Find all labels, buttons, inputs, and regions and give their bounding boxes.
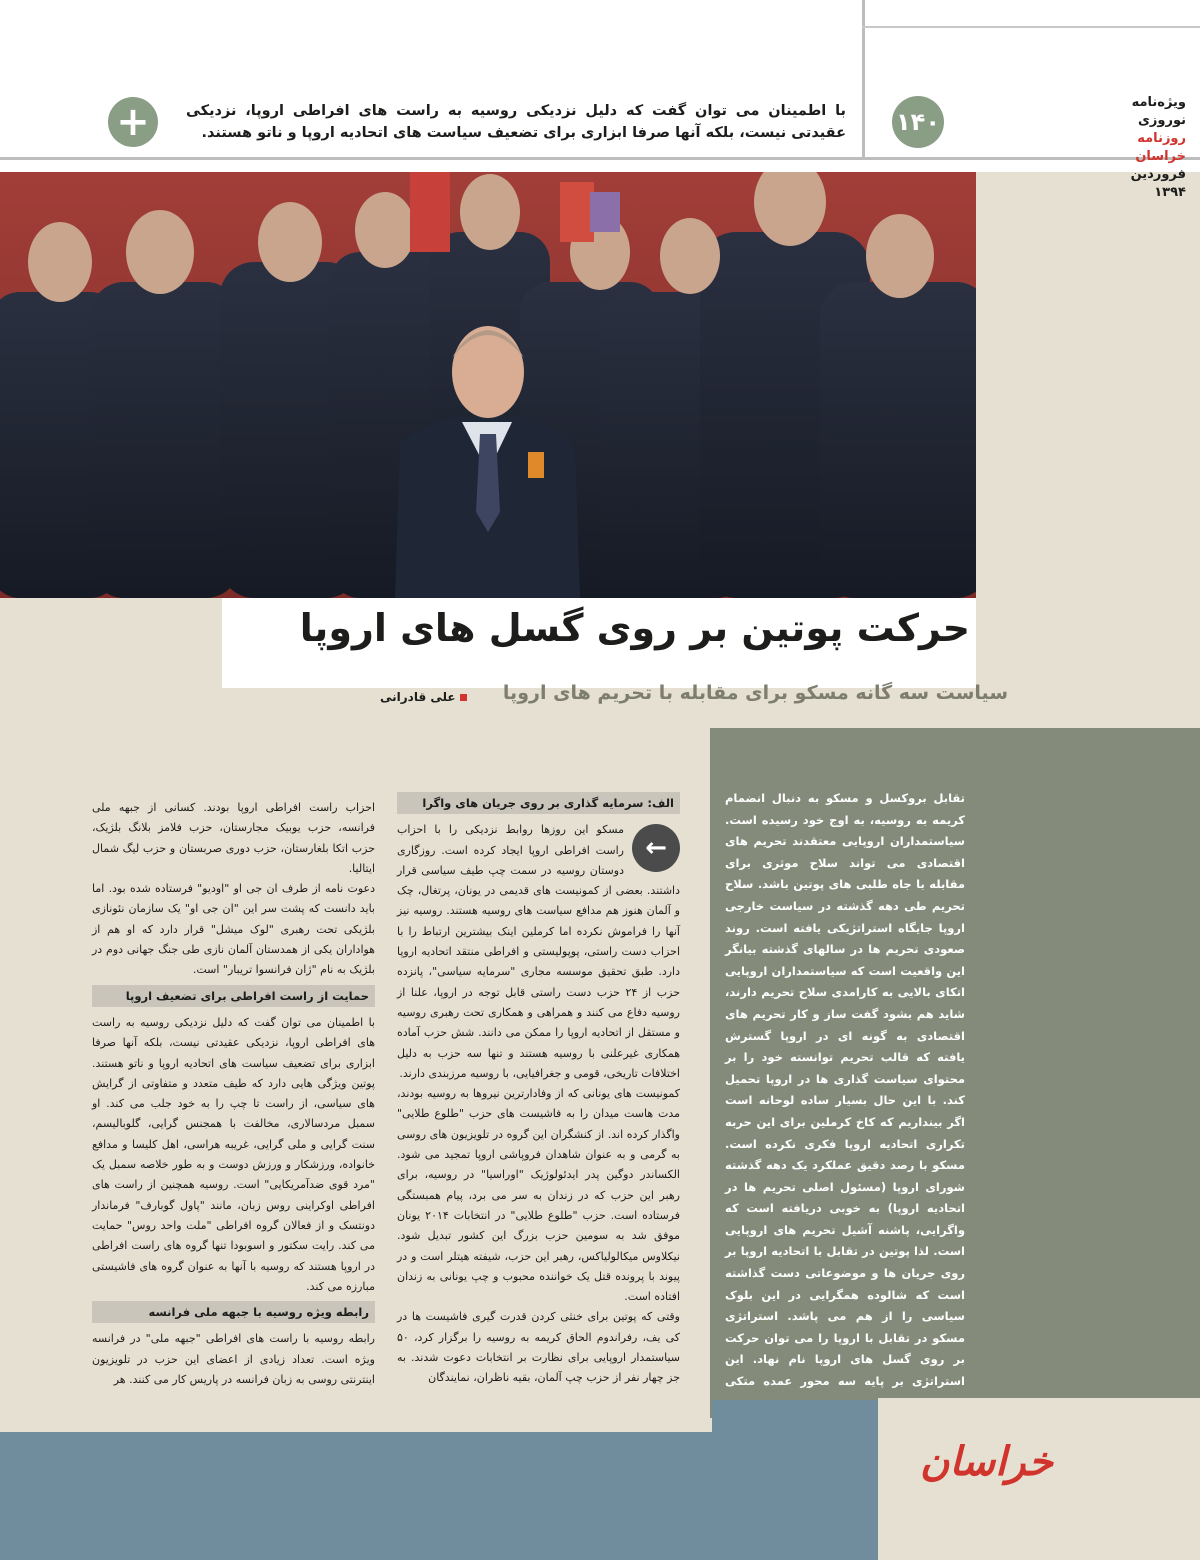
photo-illustration (0, 172, 976, 598)
issue-info (946, 94, 1186, 202)
article-photo (0, 172, 976, 598)
author-name: علی قادرانی (380, 690, 456, 704)
column-middle (397, 788, 680, 1389)
article-subtitle: سیاست سه گانه مسکو برای مقابله با تحریم های اروپا (502, 682, 1008, 704)
author-marker-icon (460, 694, 467, 701)
section-a-paragraph-1: مسکو این روزها روابط نزدیکی را با احزاب راست افراطی اروپا ایجاد کرده است. روزگاری دوستان روسیه در سمت چپ طیف سیاسی قرار داشتند. بعضی از کمونیست های قدیمی در یونان، پرتغال، چک و آلمان هنوز هم مدافع سیاست های روسیه هستند. روسیه نیز آنها را فراموش نکرده اما کرملین اینک بیشترین ارتباط را با احزاب دست راستی، پوپولیستی و افراطی منتقد اتحادیه اروپا دارد. طبق تحقیق موسسه مجاری "سرمایه سیاسی"، پانزده حزب از ۲۴ حزب دست راستی قابل توجه در اروپا، علنا از روسیه دفاع می کنند و همراهی و همکاری تحت رهبری روسیه و مستقل از اتحادیه اروپا را ممکن می دانند. شش حزب آماده همکاری غیرعلنی با روسیه هستند و تنها سه حزب به دلیل اختلافات تاریخی، قومی و جغرافیایی، با روسیه مرزبندی دارند. (397, 823, 680, 1080)
column-left (92, 798, 375, 1390)
plus-icon[interactable]: + (108, 97, 158, 147)
left-paragraph-3: با اطمینان می توان گفت که دلیل نزدیکی روسیه به راست های افراطی اروپا، نزدیکی عقیدتی نیست، بلکه آنها صرفا ابزاری برای تضعیف سیاست های اتحادیه اروپا و ناتو هستند. پوتین ویژگی هایی دارد که طیف متعدد و متفاوتی از گرایش های سیاسی، از راست تا چپ را به خود جلب می کند. او سمبل مردسالاری، مخالفت با همجنس گرایی، گلوبالیسم، سنت گرایی و ملی گرایی، غریبه هراسی، اهل کلیسا و مدافع خانواده، ورزشکار و ورزش دوست و به طور خلاصه سمبل یک "مرد قوی ضدآمریکایی" است. روسیه همچنین از راست های افراطی اوکراینی روس زبان، مانند "پاول گوبارف" فرماندار دونتسک و از فعالان گروه افراطی "ملت واحد روس" حمایت می کند. رایت سکتور و اسوبودا تنها گروه های راست افراطی در اروپا هستند که روسیه با آنها به عنوان گروه های فاشیستی مبارزه می کند. (92, 1015, 375, 1293)
header-divider-vertical (862, 0, 865, 160)
issue-line-2: روزنامه خراسان (1135, 131, 1186, 164)
section-a-paragraph-2: کمونیست های یونانی که از وفادارترین نیروها به روسیه بودند، مدت هاست میدان را به فاشیست های حزب "طلوع طلایی" واگذار کرده اند. از کنشگران این گروه در تلویزیون های روسی به گرمی و به عنوان شاهدان فروپاشی اروپا تمجید می شود. الکساندر دوگین پدر ایدئولوژیک "اوراسیا" در روسیه، برای رهبر این حزب که در زندان به سر می برد، پیام همبستگی فرستاده است. حزب "طلوع طلایی" در انتخابات ۲۰۱۴ یونان موفق شد به سومین حزب بزرگ این کشور تبدیل شود. نیکلاوس میکالولیاکس، رهبر این حزب، شیفته هیتلر است و در پیوند با پرونده قتل یک خواننده محبوب و چپ یونانی به زندان افتاده است. (397, 1087, 681, 1304)
section-a-paragraph-3: وقتی که پوتین برای خنثی کردن قدرت گیری فاشیست ها در کی یف، رفراندوم الحاق کریمه به روسیه را برگزار کرد، ۵۰ سیاستمدار اروپایی برای نظارت بر انتخابات دعوت شدند. به جز چهار نفر از حزب چپ آلمان، بقیه ناظران، نمایندگان (397, 1310, 680, 1385)
left-paragraph-4: رابطه روسیه با راست های افراطی "جبهه ملی" در فرانسه ویژه است. تعداد زیادی از اعضای این حزب در تلویزیون اینترنتی روسی به زبان فرانسه در پاریس کار می کنند. هر (92, 1332, 375, 1387)
header-teaser: با اطمینان می توان گفت که دلیل نزدیکی روسیه به راست های افراطی اروپا، نزدیکی عقیدتی نیست، بلکه آنها صرفا ابزاری برای تضعیف سیاست های اتحادیه اروپا و ناتو هستند. (186, 103, 846, 141)
left-heading-1: حمایت از راست افراطی برای تضعیف اروپا (92, 985, 375, 1007)
arrow-left-icon[interactable]: ← (632, 824, 680, 872)
author-byline (380, 690, 467, 704)
article-title: حرکت پوتین بر روی گسل های اروپا (299, 606, 970, 650)
header-divider-top (862, 26, 1200, 28)
left-paragraph-1: احزاب راست افراطی اروپا بودند. کسانی از جبهه ملی فرانسه، حزب یوبیک مجارستان، حزب فلامز بلانگ بلژیک، حزب اتکا بلغارستان، حزب دوری صربستان و حزب لیگ شمال ایتالیا. (92, 801, 375, 875)
intro-text: تقابل بروکسل و مسکو به دنبال انضمام کریمه به روسیه، به اوج خود رسیده است. سیاستمداران اروپایی معتقدند تحریم های اقتصادی می تواند سلاح موثری برای مقابله با جاه طلبی های پوتین باشد. سلاح تحریم طی دهه گذشته در سیاست خارجی اروپا جایگاه استراتژیکی یافته است. روند صعودی تحریم ها در سالهای گذشته بیانگر این واقعیت است که سیاستمداران اروپایی اتکای بالایی به کارامدی سلاح تحریم دارند، شاید هم بشود گفت ساز و کار تحریم های اقتصادی به گونه ای در اروپا گسترش یافته که قالب تحریم توانسته خود را بر محتوای سیاست گذاری ها در اروپا تحمیل کند. با این حال بسیار ساده لوحانه است اگر بینداریم که کاخ کرملین برای این حربه تکراری اتحادیه اروپا فکری نکرده است. مسکو با رصد دقیق عملکرد یک دهه گذشته شورای اروپا (مسئول اصلی تحریم ها در اتحادیه اروپا) به خوبی دریافته است که واگرایی، پاشنه آشیل تحریم های اروپایی است. لذا پوتین در تقابل با اتحادیه اروپا بر روی جریان ها و موضوعاتی دست گذاشته است که شالوده همگرایی در این بلوک سیاسی را از هم می پاشد. استراتژی مسکو در تقابل با اروپا را می توان حرکت بر روی گسل های اروپا نام نهاد. این استراتژی بر پایه سه محور عمده متکی (725, 791, 965, 1389)
brand-logo: خراسان (920, 1438, 1053, 1485)
left-heading-2: رابطه ویژه روسیه با جبهه ملی فرانسه (92, 1301, 375, 1323)
issue-line-1: ویژه‌نامه نوروزی (1131, 95, 1186, 128)
issue-line-3: فروردین ۱۳۹۴ (1130, 167, 1186, 200)
section-a-heading: الف: سرمایه گذاری بر روی جریان های واگرا (397, 792, 680, 814)
left-paragraph-2: دعوت نامه از طرف ان جی او "اودیو" فرستاده شده بود. اما باید دانست که پشت سر این "ان جی او" یک سازمان نئونازی بلژیکی تحت رهبری "لوک میشل" قرار دارد که او هم از هواداران یکی از همدستان آلمان نازی طی جنگ جهانی دوم در بلژیک به نام "ژان فرانسوا تریبار" است. (92, 882, 375, 977)
page-number: ۱۴۰ (892, 96, 944, 148)
